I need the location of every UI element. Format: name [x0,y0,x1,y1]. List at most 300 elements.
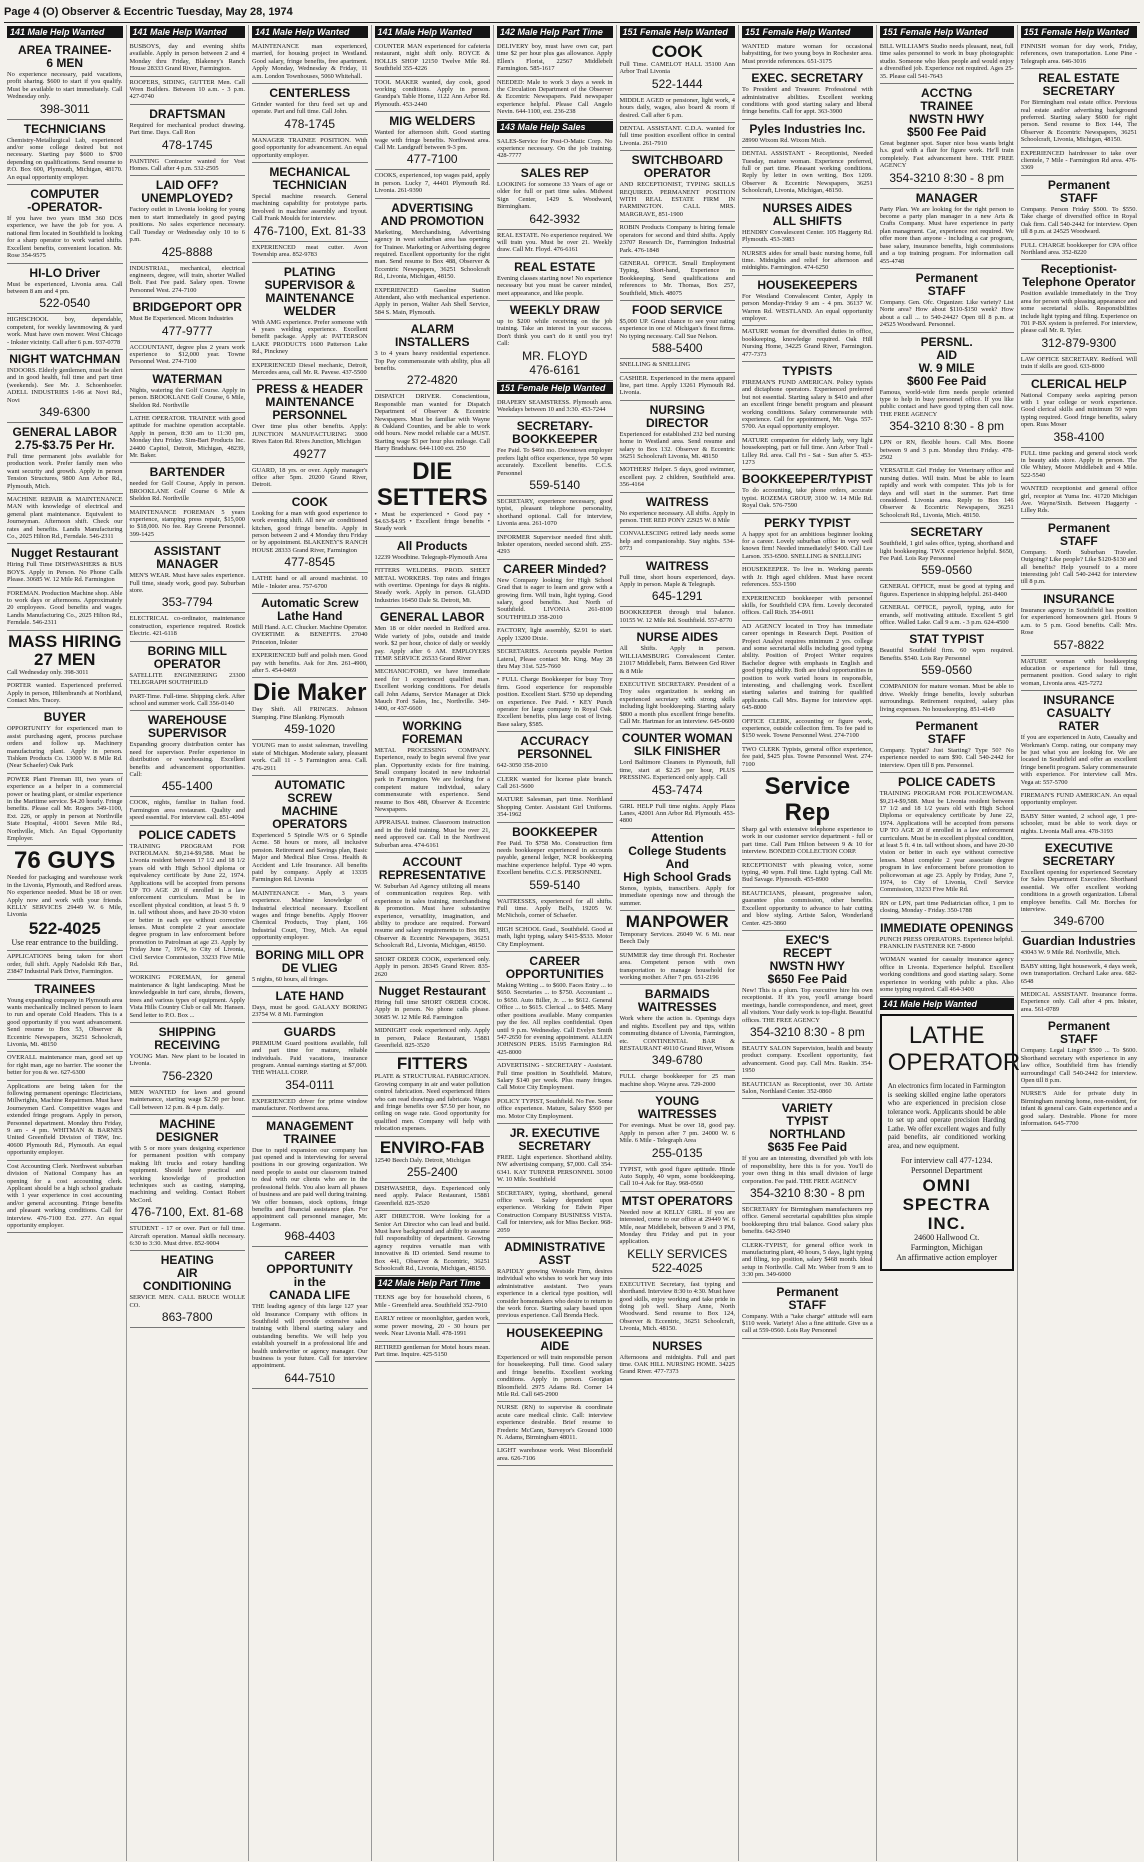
ad-phone: 478-1745 [284,116,336,131]
ad-text: PAINTING Contractor wanted for Vost Homes. Call after 4 p.m. 532-2505 [129,157,245,173]
classified-ad [375,717,491,818]
ad-text: Wanted for afternoon shift. Good starting wage with fringe benefits. Northwest area. Call Mr. Landgraff between 9-3 pm. [374,129,490,152]
ad-text: 642-3050 358-2010 [497,762,548,770]
ad-text: For evenings. Must be over 18, good pay. Apply in person after 7 pm. 24000 W. 6 Mile. 6 Mile - Telegraph Area [619,1122,735,1145]
classified-ad [620,258,736,301]
ad-headline: AUTOMATIC SCREW MACHINE OPERATORS [272,777,348,831]
ad-headline: COMPUTER -OPERATOR- [27,187,103,215]
ad-text: OFFICE CLERK, accounting or figure work, experience, outside collection firm. To fee paid to $150 week. Towne Personnel West. 274-7100 [742,717,873,740]
ad-text: SALES-Service for Post-O-Matic Corp. No experience necessary. On the job training. 428-7777 [497,137,613,160]
classified-ad [1021,354,1137,375]
classified-ad [1021,839,1137,932]
ad-text: RECEPTIONIST with pleasing voice, some typing, 40 wpm. Full time. Light typing. Call Mr. Bud Savage. Plymouth. 455-8900 [742,861,873,884]
classified-ad [497,397,613,418]
ad-text: MIDNIGHT cook experienced only. Apply in person, Palace Restaurant, 15881 Greenfield. 825-3520 [374,1027,490,1049]
ad-text: NURSES aides for small basic nursing home, full time. Midnights and relief for afternoon and midnights. Farmington. 474-6250 [742,249,873,272]
ad-headline: HEATING AIR CONDITIONING [142,1253,232,1294]
classified-ad [880,602,1014,630]
ad-headline: Nugget Restaurant [378,983,486,998]
ad-text: EXPERIENCED Diesel mechanic, Detroit, Mercedes area, call Mr. R. Pavese. 437-5500 [252,361,368,376]
ad-text: MECHANIC/FORD, we have immediate need for 1 experienced qualified man. Excellent working conditions. For details call John Adams, Service Manager at Dick Mauch Ford Sales, Inc., Northville. 349-1400, or 437-6600 [374,668,490,713]
ad-headline: PERKY TYPIST [764,515,851,530]
classified-ad [497,646,613,674]
classified-ad [252,242,368,263]
classified-ad [7,980,123,1053]
classified-ad [742,362,873,435]
ad-headline: PRESS & HEADER MAINTENANCE PERSONNEL [256,382,364,423]
ad-headline: COOK [651,42,703,61]
classified-ad [497,77,613,120]
ad-phone: 645-1291 [651,589,703,604]
ad-text: Grinder wanted for thru feed set up and operate. Part and full time. Call John. [252,101,368,116]
ad-text: TRAINING PROGRAM FOR PATROLMAN. $9,214-$9,588. Must be Livonia resident between 17 1/2 and 18 1/2 years old with High School diploma or equivalency certificate by June 22, 1974. Applications will be accepted from persons UP TO AGE 20 if enrolled in a law enforcement curriculum. Must be in excellent physical condition, at least 5 ft. 9 in. tall without shoes, and have 20-30 vision or better in each eye without corrective lenses. Must complete 2 year associate degree program in law enforcement before promotion to Patrolman at age 23. Apply by Friday June 7, 1974, to City of Livonia, Civil Service Commission, 33233 Five Mile Rd. [129,842,245,969]
ad-text: BEAUTY SALON Supervision, health and beauty product company. Excellent opportunity, fast advancement. Good pay. Call Mrs. Raskin. 354-1950 [742,1044,873,1075]
classified-ad [880,269,1014,333]
ad-phone: 522-1444 [651,76,703,91]
ad-headline: COUNTER WOMAN SILK FINISHER [621,731,733,759]
classified-ad [130,1087,246,1115]
classified-ad [742,199,873,248]
classified-ad [497,560,613,625]
classified-ad [620,493,736,529]
ad-text: TRAINING PROGRAM FOR POLICEWOMAN. $9,214-$9,588. Must be Livonia resident between 17 1/2 and 18 1/2 years old with High School Diploma or equivalency certificate by June 22, 1974. Applications will be accepted from persons UP TO AGE 20 if enrolled in a law enforcement curriculum. Must be in excellent physical condition, at least 5 ft. 4 in. tall without shoes, and have 20-30 vision or better in each eye without corrective lenses. Must complete 2 year associate degree program in law enforcement before promotion to policewoman at age 23. Apply by Friday, June 7, 1974, to City of Livonia, Civil Service Commission, 33233 Five Mile Rd. [879,790,1014,894]
classified-ad [620,729,736,800]
classified-ad [880,189,1014,269]
classified-ad [497,1324,613,1402]
section-header: 141 Male Help Wanted [880,998,1014,1010]
classified-ad [7,264,123,315]
classified-ad [497,417,613,496]
classified-ad [252,360,368,381]
ad-text: With AMG experience. Prefer someone with 4 years welding experience. Excellent benefit package. Apply at: PATTERSON LAKE PRODUCTS 1600 Patterson Lake Rd., Pinckney [252,318,368,356]
classified-ad [497,1188,613,1238]
ad-text: Mill Hand. A.C. Chucker. Machine Operator. OVERTIME & BENEFITS. 27040 Princeton, Inkster [252,624,368,646]
ad-text: FIREMAN'S FUND AMERICAN. An equal opportunity employer. [1020,791,1138,807]
classified-ad [7,708,123,773]
classified-ad [7,951,123,979]
classified-ad [742,772,873,860]
classified-ad [130,542,246,613]
company-name: OMNI SPECTRA INC. [902,1176,991,1234]
ad-phone: 354-3210 8:30 - 8 pm [749,1024,865,1039]
ad-phone: 354-3210 8:30 - 8 pm [749,1186,865,1200]
ad-headline: Pyles Industries Inc. [749,121,866,136]
ad-text: Party Plan. We are looking for the right person to become a party plan manager in a new Arts & Crafts Company. Must have experience in party plan managment. Car, experience not required. We offer more than anyone - including a car program, base salary, insurance benefits, high commissions and a top training program. For information call 455-4748 [879,205,1014,265]
ad-headline: MIG WELDERS [389,114,476,129]
ad-text: EXPERIENCED hairdresser to take over clientele, 7 Mile - Farmington Rd area. 476-3369 [1020,149,1138,172]
ad-text: To do accounting, take phone orders, accurate typist. ROZEMA GROUP, 3100 W. 14 Mile Rd. Royal Oak. 576-7590 [742,487,873,510]
ad-headline: POLICE CADETS [138,827,236,842]
ad-phone: 349-6700 [1053,914,1105,929]
classified-ad [620,359,736,372]
classified-ad [497,301,613,381]
ad-headline: Receptionist- Telephone Operator [1022,262,1136,290]
classified-ad [497,924,613,952]
ad-phone: 455-1400 [161,779,213,794]
ad-text: FREE. Light experience. Shorthand ability. NW advertising company, $7,000. Call 354-6341. KAY TURNER PERSONNEL 30100 W. 10 Mile. Southfield [497,1153,613,1184]
ad-text: 43043 W. 9 Mile Rd. Northville, Mich. [1020,949,1121,957]
ad-phone: 349-6300 [39,404,91,419]
ad-phone: 642-3932 [529,211,581,226]
classified-ad [620,401,736,465]
ad-text: HENDRY Convalescent Center. 105 Haggerty Rd. Plymouth. 453-3983 [742,228,873,244]
ad-text: Full time permanent jobs available for production work. Prefer family men who want security and growth. Apply in person Tension Structures, 9800 Ann Arbor Rd., Plymouth, Mich. [7,452,123,490]
lathe-contact: For interview call 477-1234. Personnel Department [900,1156,993,1176]
classified-ad [1021,691,1137,790]
classified-ad [7,1052,123,1080]
ad-text: PART-Time. Full-time. Shipping clerk. After school and summer work. Call 356-0140 [129,692,245,707]
classified-ad [742,514,873,565]
ad-text: MEDICAL ASSISTANT. Insurance forms. Experience only. Call after 4 pm. Inkster, area. 561-0789 [1020,991,1138,1013]
classified-ad [130,1023,246,1087]
ad-text: Lord Baltimore Cleaners in Plymouth, full time, start at $2.25 per hour, PLUS PRESSING. Experienced only apply. Call [619,759,735,782]
ad-note: Use rear entrance to the building. [11,937,119,947]
section-header: 143 Male Help Sales [497,121,613,133]
ad-text: Company. Gen. Ofc. Organizer. Like variety? List Norte area? How about $110-$150 week? How about a call ... to 540-2442? Open till 8 p.m. at 24525 Woodward. Personnel. [879,298,1014,329]
classified-ad [375,285,491,321]
ad-phone: 49277 [293,446,327,461]
classified-ad [130,263,246,299]
classified-ad [375,1342,491,1363]
classified-ad [742,1283,873,1339]
ad-headline: TYPISTS [782,363,833,378]
ad-headline: STAT TYPIST [909,632,985,647]
classified-ad [742,470,873,513]
classified-ad [620,1164,736,1192]
company-address: 24600 Hallwood Ct. [914,1233,980,1243]
ad-text: LOOKING for someone 33 Years of age or older for full or part time sales. Midwest Sign Center, 1429 S. Woodward, Birmingham. [497,180,613,211]
ad-phone: 459-1020 [284,722,336,737]
ad-text: DISHWASHER, days. Experienced only need apply. Palace Restaurant, 15881 Greenfield. 825-3520 [374,1185,490,1207]
ad-text: BOOKKEEPER through trial balance. 10155 W. 12 Mile Rd. Southfield. 557-8770 [619,609,735,624]
classified-ad [7,120,123,185]
ad-text: WOMAN wanted for casualty insurance agency office in Livonia. Experience helpful. Excellent working conditions and good starting salary. Some experience in working with public a plus. Also some typing required. Call 464-3400 [879,956,1014,994]
ad-text: Needed for packaging and warehouse work in the Livonia, Plymouth, and Redford areas. No experience needed. Must be 18 or over. Apply now and work with your friends. KELLY SERVICES 29449 W. 6 Mile, Livonia [7,874,123,919]
classified-ad [1021,932,1137,960]
classified-ad [252,946,368,987]
classified-ad [7,588,123,631]
ad-text: RN or LPN, part time Pediatrician office, 1 pm to closing, Monday - Friday. 350-1788 [879,899,1014,915]
classified-ad [375,320,491,391]
ad-headline: SECRETARY-BOOKKEEPER [512,419,598,447]
ad-phone: 557-8822 [1053,637,1105,652]
ad-headline: FOOD SERVICE [632,302,723,317]
ad-text: Beautiful Southfield firm. 60 wpm required. Benefits. $540. Lois Ray Personnel [879,647,1014,662]
ad-headline: ENVIRO-FAB [379,1137,485,1157]
ad-text: Southfield, 1 girl sales office, typing, shorthand and light bookkeeping. TWX experience helpful. $650, Fee Paid. Lois Ray Personnel [879,540,1014,563]
classified-ad [7,41,123,120]
ad-headline: MTST OPERATORS [621,1193,733,1208]
ad-text: BILL WILLIAM'S Studio needs pleasant, neat, full time sales personnel to work in busy photographic studio. Someone who likes people and would enjoy a diversified job. Experience not required. Ages 25-35. Please call 541-7643 [879,43,1014,80]
ad-text: Insurance agency in Southfield has position for experienced homeowners girl. Hours 9 a.m. to 5 p.m. Good benefits. Call: Mrs. Rose [1020,606,1138,637]
ad-headline: COOK [291,494,328,509]
ad-headline: ADVERTISING AND PROMOTION [380,200,484,228]
ad-text: A happy spot for an ambitious beginner looking for a career. Lovely suburban office in very well known firm! Needed immediately! $400. Call Lee Larson. 353-6500. SNELLING & SNELLING [742,530,873,560]
ad-headline: SECRETARY [910,525,984,540]
classified-ad [1021,989,1137,1017]
ad-text: NURSE'S Aide for private duty in Birmingham nursing home, non-resident, for infant & general care. Gain experience and a good salary. Desirable. Phone for more information. 645-7700 [1020,1090,1138,1127]
ad-text: PREMIUM Guard positions available, full and part time for mature, reliable individuals. Paid vacations, insurance program. Annual earnings starting at $7,000. THE WHALL CORP. [252,1039,368,1077]
ad-text: Hiring full time SHORT ORDER COOK. Apply in person. No phone calls please. 30685 W. 12 Mile Rd. Farmington [374,998,490,1021]
ad-text: PLATE & STRUCTURAL FABRICATION. Growing company in air and water pollution control fabrication. Need experienced fitters who can read drawings and fabricate. Wages and fringe benefits over $7.50 per hour, no ceiling on wage rate. Good opportunity for qualified men. Company will help with relocation expenses. [374,1073,490,1133]
section-header: 151 Female Help Wanted [1021,26,1137,38]
ad-phone: 644-7510 [284,1370,336,1385]
classified-ad [497,230,613,258]
ad-text: NEEDED: Male to work 3 days a week in the Circulation Department of the Observer & Eccentric Newspapers. Paid newspaper experience helpful. Please Call Angelo Nevin. 644-1100, ext. 236-238 [497,78,613,116]
ad-phone: 559-5140 [529,478,581,492]
classified-ad [375,1313,491,1341]
classified-ad [742,1204,873,1240]
ad-text: FITTERS WELDERS. PROD. SHEET METAL WORKERS. Top rates and fringes with overtime. Openings for days & nights. Steady work. Apply in person. GLADD Industries 16450 Dale St. Detroit, Mi. [374,567,490,604]
ad-text: MEN'S WEAR. Must have sales experience. Full time, steady work, good pay. Suburban store. [129,572,245,595]
ad-headline: EXECUTIVE SECRETARY [1042,841,1116,868]
ad-text: 5 nights, 60 hours, all fringes. [252,975,329,983]
classified-ad [252,84,368,135]
classified-ad [1021,1088,1137,1131]
section-header: 151 Female Help Wanted [742,26,873,38]
lathe-title: LATHE [908,1022,985,1050]
ad-text: Work where the action is. Openings days and nights. Excellent pay and tips, within commuting distance of Livonia, Farmington, etc. CONTINENTAL BAR & RESTAURANT 49110 Grand River, Wixom [619,1015,735,1053]
ad-text: GIRL HELP Full time nights. Apply Plaza Lanes, 42001 Ann Arbor Rd. Plymouth. 453-4800 [619,802,735,825]
classified-ad [375,817,491,853]
ad-text: VERSATILE Girl Friday for Veterinary office and nursing duties. Will train. Must be able to learn rapidly and work with computer. This job is for days and will start in the summer. Part time considered. Livonia area. Reply to Box 146 Observer & Eccentric Newspapers, 36251 Schoolcraft Rd., Livonia, Mich. 48150. [879,467,1014,519]
ad-headline: WAITRESS [645,494,709,509]
ad-text: Company. Legal Lingo? $500 ... To $600. Shorthand secretary with experience in any law office, Southfield firm has friendly surroundings! Call 540-2442 for interview. Open till 8 p.m. [1020,1047,1138,1084]
ad-text: • FULL Charge Bookkeeper for busy Troy firm. Good experience for responsible position. Excellent Start. $750 up depending on experience. Fee Paid. • KEY Punch operator for large company in Royal Oak. Excellent benefits, plus large cost of living. Base salary, $585. [497,676,613,728]
classified-ad [375,199,491,285]
ad-phone: 453-7474 [651,782,703,797]
ad-text: Days, must be good. GALAXY BORING 23754 W. 8 Mi. Farmington [252,1004,368,1019]
classified-ad [7,185,123,263]
classified-ad [497,794,613,822]
classified-ad [497,164,613,230]
company-city: Farmington, Michigan [910,1243,983,1253]
ad-headline: ALARM INSTALLERS [395,322,470,350]
ad-headline: ADMINISTRATIVE ASST [504,1240,606,1268]
ad-headline: NIGHT WATCHMAN [9,351,121,366]
ad-text: Afternoons and midnights. Full and part time. OAK HILL NURSING HOME. 34225 Grand River. 477-7373 [619,1353,735,1376]
ad-headline: CLERICAL HELP [1030,376,1127,391]
ad-text: FULL CHARGE bookkeeper for CPA office Northland area. 352-8220 [1020,241,1138,256]
ad-text: TYPIST, with good figure aptitude. Hinde Auto Supply, 40 wpm, some bookkeeping. Call 10-4 Ask for Ray. 968-0560 [619,1165,735,1188]
classified-ad [130,507,246,543]
classified-ad [620,607,736,628]
ad-text: If you are experienced in Auto, Casualty and Workman's Comp. rating, our company may be just what you are looking for. We are located in Southfield and offer an excellent fringe benefit program. Salary commensurate with experience. For interview call Mrs. Vega at: 557-5700 [1020,734,1138,786]
ad-text: For Westland Convalescent Center, Apply in person Monday-Friday 9 am - 4 pm. 36137 W. Warren Rd. WESTLAND. An equal opportunity employer. [742,292,873,322]
ad-phone: 272-4820 [406,373,458,388]
ad-text: YOUNG man to assist salesman, travelling state of Michigan. Moderate salary, pleasant work. Call 11 - 5 Farmington area. Call. 476-2911 [252,742,368,772]
column-4 [372,25,495,1861]
classified-ad [1021,790,1137,811]
ad-phone: 425-8888 [161,244,213,259]
ad-text: WANTED receptionist and general office girl, receptor at Yuma Inc. 41720 Michigan Ave. Wayne/Sixth. Between Haggerty - Lilley Rds. [1020,485,1138,515]
ad-text: MATURE companion for elderly lady, very light housekeeping, part or full time. Ann Arbor Trail - Lilley Rd. area. Call Fri - Sat - Sun after 5. 453-1273 [742,436,873,467]
classified-ad [742,248,873,276]
classified-ad [1021,148,1137,176]
ad-text: Evening classes starting now! No experience necessary but you must be career minded, meet appearance, and like people. [497,274,613,297]
ad-text: BUSBOYS, day and evening shifts available. Apply in person between 2 and 4 Monday thru Friday, Blakeney's Ranch House 28333 Grand River, Farmington. [129,43,245,73]
ad-text: CASHIER. Experienced in the mens apparel line, part time. Apply 13261 Plymouth Rd. Livonia. [619,374,735,397]
ad-text: New Company looking for High School Grad that is eager to learn and grow with a growing firm. Will train, light typing. Good salary, good benefits. Just North of Southfield. LIVONIA 261-8100 SOUTHFIELD 358-2010 [497,576,613,621]
classified-ad [252,987,368,1023]
classified-ad [130,342,246,370]
classified-ad [375,982,491,1025]
column-6 [617,25,740,1861]
classified-ad [1021,448,1137,484]
classified-ad [620,557,736,608]
ad-text: RAPIDLY growing Westside Firm, desires individual who wishes to work her way into administrative assistant. Two years experience in a clerical type position, will consider homemakers who desire to return to the work force. Starting salary based upon previous experience. Call Brenda Heck. [497,1268,613,1320]
ad-headline: MASS HIRING 27 MEN [8,631,122,669]
ad-headline: EXEC'S RECEPT NWSTN HWY $650 Fee Paid [767,932,848,986]
ad-text: Great beginner spot. Super nice boss wants bright h.s. grad with a flair for figure work. He'll train completely. Fast advancement here. THE FREE AGENCY [879,140,1014,170]
ad-text: National Company seeks aspiring person with 1 year college or work experience. Good clerical skills and minimum 50 wpm typing required. Good fringe benefits, salary open. Russ Moser [1020,391,1138,429]
ad-text: MATURE Salesman, part time. Northland Shopping Center. Assistant Girl Uniforms. 354-1962 [497,796,613,819]
classified-ad [252,41,368,84]
classified-ad [130,176,246,262]
classified-ad [375,41,491,77]
ad-text: MAINTENANCE man experienced, married, for housing project in Westland. Good salary, fringe benefits, free apartment. Apply Monday, Wednesday & Friday, 11 a.m. London Townhouses, 5060 Whitehall. [252,43,368,80]
classified-ad [497,674,613,732]
classified-ad [7,544,123,587]
ad-text: LATHE OPERATOR. TRAINEE with good aptitude for machine operation acceptable. Apply in person, 8:30 am to 11:30 pm, Monday thru Friday. Sim-Bart Products Inc. 24400 Capitol, Detroit, Michigan, 48239, Mr. Baker. [129,414,245,459]
ad-headline: DIE SETTERS [376,457,488,511]
section-header: 151 Female Help Wanted [880,26,1014,38]
classified-ad [497,823,613,896]
classified-ad [620,373,736,401]
ad-text: FINNISH woman for day work, Friday, references, own transportation. Lone Pine - Telegraph area. 646-3016 [1020,43,1138,65]
ad-headline: Permanent STAFF [915,270,978,298]
classified-ad [742,716,873,744]
ad-headline: WAREHOUSE SUPERVISOR [147,713,227,741]
ad-text: DENTAL ASSISTANT. C.D.A. wanted for full time position excellent office in central Livonia. 261-7910 [619,125,735,147]
ad-text: FOREMAN. Production Machine shop. Able to work days or afternoons. Approximately 20 employees. Good benefits and wages. Landis Manufacturing Co., 2025 Hilton Rd., Ferndale. 546-2311 [7,589,123,627]
ad-text: Hiring Full Time DISHWASHERS & BUS BOYS. Apply in Person. No Phone Calls Please. 30685 W. 12 Mile Rd. Farmington [7,561,123,584]
ad-headline: GENERAL LABOR [380,610,485,625]
classified-ad [620,1279,736,1337]
ad-text: EXECUTIVE SECRETARY. President of a Troy sales organization is seeking an experienced secretary with strong skills including light bookkeeping. Starting salary $800 a month plus excellent fringe benefits. Call Mr. Hartman for an interview. 645-0600 [619,680,735,725]
classified-ad [130,1115,246,1223]
ad-text: Chemistry-Metallurgical Lab, experienced and/or some college desired but not necessary. Starting pay $600 to $700 depending on qualifications. Send resume to P.O. Box 600, Plymouth, Michigan, 48170. An equal opportunity employer. [7,136,123,181]
ad-text: Due to rapid expansion our company has just opened and is interviewing for several positions in our growing organization. We need people to assist our classroom trained to deal with our clients who are in the professional fields. You also learn all phases of business and are paid well during training. We offer bonuses, stock options, fringe benefits and financial assistance plan. For appointment call personnel manager, Mr. Logemann. [252,1146,368,1228]
ad-headline: GUARDS [283,1024,336,1039]
classified-columns [4,25,1140,1861]
ad-text: INFORMER Supervisor needed first shift. Inkster operators, needed second shift. 255-4293 [497,533,613,556]
section-header: 141 Male Help Wanted [375,26,491,38]
ad-headline: IMMEDIATE OPENINGS [880,920,1014,935]
ad-headline: BUYER [43,710,86,725]
classified-ad [880,581,1014,602]
classified-ad [375,537,491,565]
ad-headline: WORKING FOREMAN [401,718,463,746]
classified-ad [130,463,246,506]
ad-headline: MANAGER [915,190,978,205]
classified-ad [620,123,736,151]
eoe-note: An affirmative action employer [896,1253,998,1263]
ad-text: Expanding grocery distribution center has need for supervisor. Prefer experience in distribution or warehousing. Excellent benefits and advancement opportunities. Call: [129,741,245,778]
ad-headline: REAL ESTATE SECRETARY [1038,71,1120,99]
ad-headline: Permanent STAFF [1047,177,1110,205]
ad-text: WORKING FOREMAN, for general maintenance & light landscaping. Must be knowledgeable in turf care, shrubs, flowers, trees and various types of equipment. Apply Vista Hills Country Club or call Mr. Hansen. Send letter to P.O. Box ... [129,974,245,1019]
classified-ad [375,391,491,456]
ad-phone: 353-7794 [161,595,213,610]
ad-text: BEAUTICIANS, pleasant, progressive salon, guarantee plus commission, other benefits. Excellent opportunity to advance to hair cutting and blow styling. Artiste Salon, Wonderland Center. 425-3860 [742,889,873,927]
ad-headline: BARTENDER [149,465,225,480]
classified-ad [742,435,873,471]
ad-text: TWO CLERK Typists, general office experience, fee paid, $425 plus. Towne Personnel West. 274-7100 [742,745,873,768]
classified-ad [1021,590,1137,656]
ad-text: Fee Paid. To $460 mo. Downtown employer prefers light office experience, type 50 wpm accurately. Excellent benefits. C.C.S. Personnel [497,447,613,477]
classified-ad [1021,240,1137,261]
ad-headline: MANPOWER [625,912,729,931]
classified-ad [620,1092,736,1163]
classified-ad [880,465,1014,523]
ad-text: WANTED mature woman for occasional babysitting, for two young boys in Rochester area. Must provide references. 651-3175 [742,43,873,65]
classified-ad [130,797,246,825]
ad-text: Required for mechanical product drawing. Part time. Days. Call Ron [129,121,245,137]
section-header: 141 Male Help Wanted [130,26,246,38]
classified-ad [252,776,368,888]
classified-ad [252,740,368,776]
classified-ad [252,888,368,946]
classified-ad [7,494,123,544]
ad-text: EARLY retiree or moonlighter, garden work, some power mowing, 20 - 30 hours per week. Near Livonia Mall. 478-1991 [374,1315,490,1338]
ad-headline: CAREER Minded? [503,561,607,576]
ad-text: OPPORTUNITY for experienced man to assist purchasing agent, process purchase orders and follow up. Machinery manufacturing plant. Apply in person. Tishken Products Co. 13000 W. 8 Mile Rd. (Near Schaefer) Oak Park [7,725,123,770]
classified-ad [742,1099,873,1204]
classified-ad [742,69,873,120]
ad-headline: LATE HAND [275,989,344,1003]
classified-ad [7,846,123,951]
ad-text: FULL time packing and general stock work in beauty aids store. Apply in person. The Ole Whitey, Moore Middlebelt and 4 Mile. 522-5540 [1020,449,1138,479]
classified-ad [7,631,123,680]
ad-text: Must be experienced, Livonia area. Call between 8 am and 4 pm. [7,280,123,295]
classified-ad [1021,483,1137,519]
ad-headline: Nugget Restaurant [11,546,119,561]
classified-ad [7,314,123,350]
ad-text: If you have two years IBM 360 DOS experience, we have the job for you. A national firm located in Southfield is looking for a sharp operator to work varied shifts. Excellent benefits, convenient location. Mr. Rose 354-9575 [7,215,123,260]
classified-ad [252,1117,368,1247]
classified-ad [375,170,491,198]
ad-text: SECRETARIES. Accounts payable Portion Lateral, Please contact Mr. King. May 28 thru May 31st. 525-7660 [497,648,613,670]
ad-phone: 756-2320 [161,1068,213,1083]
ad-headline: BARMAIDS WAITRESSES [637,987,717,1015]
ad-text: up to $200 while receiving on the job training. Take an interest in your success. Don't think you can't do it until you try! Call: [497,317,613,348]
classified-ad [252,135,368,163]
classified-ad [1021,176,1137,240]
ad-text: No experience necessary. All shifts. Apply in person. THE RED PONY 22925 W. 8 Mile [619,509,735,525]
column-9 [1018,25,1140,1861]
ad-headline: AREA TRAINEE- 6 MEN [17,43,112,70]
ad-text: PUNCH PRESS OPERATORS. Experience helpful. FRANKLIN FASTENER KE 7-8900 [879,935,1014,951]
classified-ad [375,1025,491,1053]
ad-text: LPN or RN, flexible hours. Call Mrs. Boone between 9 and 3 p.m. Monday thru Friday. 478-2502 [879,439,1014,461]
ad-headline: GENERAL LABOR 2.75-$3.75 Per Hr. [12,424,117,452]
ad-text: CONVALESCING retired lady needs some help and companionship. Stay nights. 534-0773 [619,530,735,553]
ad-phone: 559-0560 [921,663,973,678]
ad-headline: 76 GUYS [14,847,116,875]
ad-text: ADVERTISING - SECRETARY - Assistant. Full time position in Southfield. Mature, Salary $140 per week. Plus many fringes. Call Motor City Employment. [497,1062,613,1092]
classified-ad [130,613,246,641]
ad-text: APPLICATIONS being taken for short order, full shift. Apply Nadolski Rib Bar., 23847 Industrial Park Drive, Farmington. [7,953,123,976]
ad-headline: WAITRESS [645,558,709,573]
ad-headline: HI-LO Driver [29,265,101,280]
classified-ad [252,263,368,360]
ad-text: COOKS, experienced, top wages paid, apply in person. Lucky 7, 44401 Plymouth Rd. Livonia. 261-9390 [374,172,490,195]
ad-text: HOUSEKEEPER. To live in. Working parents with Jr. High aged children. Must have recent references. 553-1590 [742,566,873,589]
column-5 [494,25,617,1861]
ad-text: CLERK-TYPIST, for general office work in manufacturing plant, 40 hours, 5 days, light typing and filing, top position, salary $468 month. Ideal setup in Northville. Call Mr. Weber from 9 am to 3:30 pm. 349-6000 [742,1241,873,1279]
classified-ad [880,898,1014,919]
